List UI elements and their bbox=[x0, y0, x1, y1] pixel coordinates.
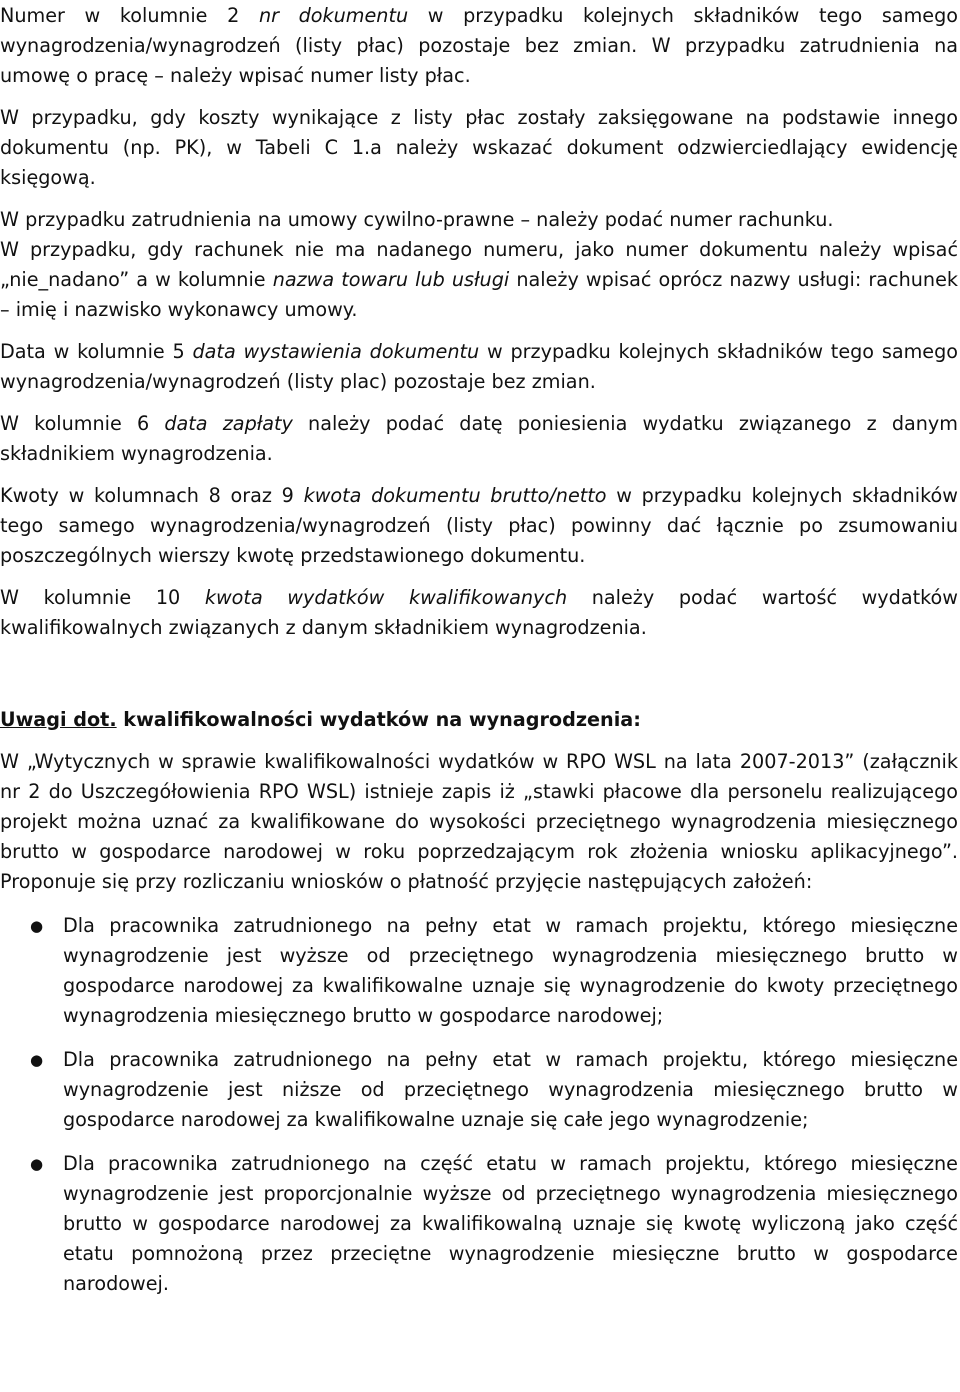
text-segment: W kolumnie 10 bbox=[0, 586, 205, 609]
italic-term: nr dokumentu bbox=[258, 4, 409, 27]
list-item bbox=[0, 1149, 958, 1299]
section-intro-paragraph: W „Wytycznych w sprawie kwalifikowalności wydatków w RPO WSL na lata 2007-2013” (załącznik nr 2 do Uszczegółowienia RPO WSL) istnieje zapis iż „stawki płacowe dla personelu realizującego projekt można uznać za kwalifikowane do wysokości przeciętnego wynagrodzenia miesięcznego brutto w gospodarce narodowej w roku poprzedzającym rok złożenia wniosku aplikacyjnego”. Proponuje się przy rozliczaniu wniosków o płatność przyjęcie następujących założeń: bbox=[0, 750, 958, 893]
section-heading-rest: kwalifikowalności wydatków na wynagrodzenia: bbox=[116, 708, 641, 731]
paragraph-payroll-booking bbox=[0, 103, 958, 193]
text-segment: W przypadku zatrudnienia na umowy cywilno-prawne – należy podać numer rachunku. bbox=[0, 208, 834, 231]
section-heading bbox=[0, 705, 958, 735]
text-segment: w przypadku kolejnych składników tego samego wynagrodzenia/wynagrodzeń (listy płac) powinny dać łącznie po zsumowaniu poszczególnych wierszy kwotę przedstawionego dokumentu. bbox=[0, 484, 958, 567]
section-heading-underlined: Uwagi dot. bbox=[0, 708, 117, 731]
instructions-body bbox=[0, 1, 958, 643]
italic-term: nazwa towaru lub usługi bbox=[272, 268, 510, 291]
text-segment: W przypadku, gdy koszty wynikające z listy płac zostały zaksięgowane na podstawie innego dokumentu (np. PK), w Tabeli C 1.a należy wskazać dokument odzwierciedlający ewidencję księgową. bbox=[0, 106, 958, 189]
text-segment: Data w kolumnie 5 bbox=[0, 340, 193, 363]
text-segment: W kolumnie 6 bbox=[0, 412, 165, 435]
paragraph-invoice-without-number bbox=[0, 235, 958, 325]
text-segment: należy podać wartość wydatków kwalifikowalnych związanych z danym składnikiem wynagrodzenia. bbox=[0, 586, 958, 639]
italic-term: data wystawienia dokumentu bbox=[192, 340, 480, 363]
paragraph-column-6-payment-date bbox=[0, 409, 958, 469]
assumptions-list bbox=[0, 911, 958, 1299]
text-segment: należy wpisać oprócz nazwy usługi: rachunek – imię i nazwisko wykonawcy umowy. bbox=[0, 268, 958, 321]
paragraph-column-2-number bbox=[0, 1, 958, 91]
italic-term: kwota wydatków kwalifikowanych bbox=[204, 586, 568, 609]
text-segment: W przypadku, gdy rachunek nie ma nadanego numeru, jako numer dokumentu należy wpisać „nie_nadano” a w kolumnie bbox=[0, 238, 958, 291]
list-item bbox=[0, 911, 958, 1031]
text-segment: Numer w kolumnie 2 bbox=[0, 4, 259, 27]
paragraph-columns-8-9-amounts bbox=[0, 481, 958, 571]
bullet-icon: ● bbox=[30, 917, 44, 935]
text-segment: należy podać datę poniesienia wydatku związanego z danym składnikiem wynagrodzenia. bbox=[0, 412, 958, 465]
text-segment: w przypadku kolejnych składników tego samego wynagrodzenia/wynagrodzeń (listy plac) pozostaje bez zmian. bbox=[0, 340, 958, 393]
italic-term: data zapłaty bbox=[164, 412, 293, 435]
bullet-icon: ● bbox=[30, 1155, 44, 1173]
document-page bbox=[0, 1, 960, 1299]
paragraph-civil-contracts bbox=[0, 205, 958, 235]
paragraph-column-10-eligible bbox=[0, 583, 958, 643]
text-segment: w przypadku kolejnych składników tego samego wynagrodzenia/wynagrodzeń (listy płac) pozostaje bez zmian. W przypadku zatrudnienia na umowę o pracę – należy wpisać numer listy płac. bbox=[0, 4, 958, 87]
paragraph-column-5-date bbox=[0, 337, 958, 397]
list-item-text: Dla pracownika zatrudnionego na pełny etat w ramach projektu, którego miesięczne wynagrodzenie jest niższe od przeciętnego wynagrodzenia miesięcznego brutto w gospodarce narodowej za kwalifikowalne uznaje się całe jego wynagrodzenie; bbox=[63, 1048, 958, 1131]
list-item bbox=[0, 1045, 958, 1135]
italic-term: kwota dokumentu brutto/netto bbox=[303, 484, 607, 507]
bullet-icon: ● bbox=[30, 1051, 44, 1069]
list-item-text: Dla pracownika zatrudnionego na pełny etat w ramach projektu, którego miesięczne wynagrodzenie jest wyższe od przeciętnego wynagrodzenia miesięcznego brutto w gospodarce narodowej za kwalifikowalne uznaje się wynagrodzenie do kwoty przeciętnego wynagrodzenia miesięcznego brutto w gospodarce narodowej; bbox=[63, 914, 958, 1027]
list-item-text: Dla pracownika zatrudnionego na część etatu w ramach projektu, którego miesięczne wynagrodzenie jest proporcjonalnie wyższe od przeciętnego wynagrodzenia miesięcznego brutto w gospodarce narodowej za kwalifikowalną uznaje się kwotę wyliczoną jako część etatu pomnożoną przez przeciętne wynagrodzenie miesięczne brutto w gospodarce narodowej. bbox=[63, 1152, 958, 1295]
text-segment: Kwoty w kolumnach 8 oraz 9 bbox=[0, 484, 304, 507]
